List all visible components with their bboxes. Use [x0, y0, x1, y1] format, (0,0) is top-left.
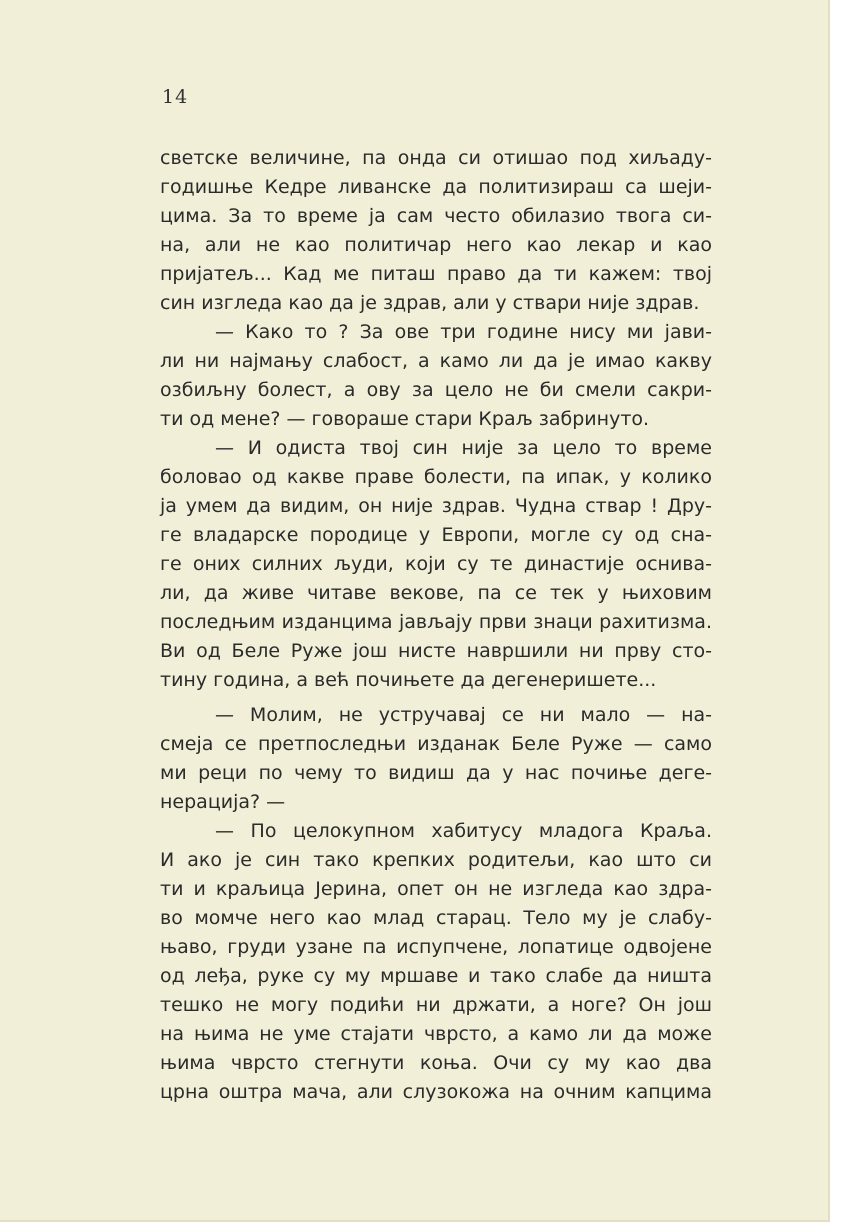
text-line: И ако је син тако крепких родитељи, као што си [160, 849, 712, 871]
text-line: во момче него као млад старац. Тело му је слабу- [160, 907, 712, 929]
text-line: озбиљну болест, а ову за цело не би смели сакри- [160, 379, 712, 401]
text-line: нерација? — [160, 791, 286, 813]
text-line: боловао од какве праве болести, па ипак, у колико [160, 466, 712, 488]
text-line: светске величине, па онда си отишао под хиљаду- [160, 147, 712, 169]
text-line: ти и краљица Јерина, опет он не изгледа као здра- [160, 878, 712, 900]
text-line: тешко не могу подићи ни држати, а ноге? Он још [160, 994, 712, 1016]
page-number: 14 [162, 86, 189, 108]
text-line: ја умем да видим, он није здрав. Чудна ствар ! Дру- [160, 495, 712, 517]
text-line: — Како то ? За ове три године нису ми јави- [215, 321, 712, 343]
text-line: — Молим, не устручавај се ни мало — на- [215, 704, 712, 726]
text-line: њима чврсто стегнути коња. Очи су му као два [160, 1052, 712, 1074]
text-line: син изгледа као да је здрав, али у ствари није здрав. [160, 292, 700, 314]
text-line: ге владарске породице у Европи, могле су од сна- [160, 524, 712, 546]
text-line: ли ни најмању слабост, а камо ли да је имао какву [160, 350, 712, 372]
text-line: ге оних силних људи, који су те династије оснива- [160, 553, 712, 575]
text-line: последњим изданцима јављају први знаци рахитизма. [160, 611, 712, 633]
text-line: црна оштра мача, али слузокожа на очним капцима [160, 1081, 712, 1103]
text-line: годишње Кедре ливанске да политизираш са шеји- [160, 176, 712, 198]
text-line: пријатељ... Кад ме питаш право да ти кажем: твој [160, 263, 712, 285]
text-line: — И одиста твој син није за цело то време [215, 437, 712, 459]
text-line: њаво, груди узане па испупчене, лопатице одвојене [160, 936, 712, 958]
text-line: од леђа, руке су му мршаве и тако слабе да ништа [160, 965, 712, 987]
page-text [160, 144, 712, 1107]
text-line: тину година, а већ почињете да дегенеришете... [160, 669, 657, 691]
text-line: на њима не уме стајати чврсто, а камо ли да може [160, 1023, 712, 1045]
text-line: ми реци по чему то видиш да у нас почиње деге- [160, 762, 712, 784]
text-line: ли, да живе читаве векове, па се тек у њиховим [160, 582, 712, 604]
text-line: ти од мене? — говораше стари Краљ забринуто. [160, 408, 650, 430]
text-line: Ви од Беле Руже још нисте навршили ни прву сто- [160, 640, 712, 662]
text-line: смеја се претпоследњи изданак Беле Руже — само [160, 733, 712, 755]
text-line: — По целокупном хабитусу младога Краља. [215, 820, 712, 842]
text-line: на, али не као политичар него као лекар и као [160, 234, 712, 256]
text-line: цима. За то време ја сам често обилазио твога си- [160, 205, 712, 227]
